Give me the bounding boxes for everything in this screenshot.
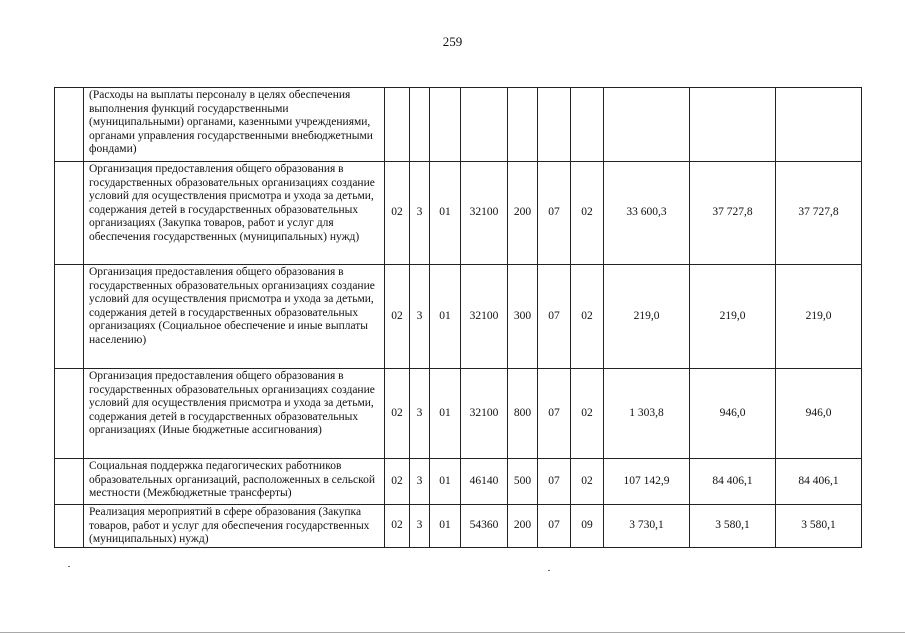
code-cell: 3 (410, 369, 430, 459)
amount-cell: 1 303,8 (604, 369, 690, 459)
code-cell: 07 (538, 369, 571, 459)
code-cell (410, 88, 430, 162)
amount-cell: 3 580,1 (690, 505, 776, 548)
amount-cell: 37 727,8 (690, 162, 776, 265)
code-cell: 3 (410, 265, 430, 369)
table-row (55, 265, 862, 369)
table-row (55, 88, 862, 162)
amount-cell: 33 600,3 (604, 162, 690, 265)
code-cell: 01 (430, 265, 461, 369)
table-row (55, 505, 862, 548)
blank-cell (55, 265, 84, 369)
code-cell: 02 (385, 505, 410, 548)
code-cell: 200 (508, 505, 538, 548)
amount-cell: 3 730,1 (604, 505, 690, 548)
row-description: Социальная поддержка педагогических работников образовательных организаций, расположенных в сельской местности (Межбюджетные трансферты) (84, 459, 385, 505)
code-cell: 02 (571, 459, 604, 505)
code-cell: 32100 (461, 369, 508, 459)
code-cell: 07 (538, 162, 571, 265)
code-cell: 02 (571, 265, 604, 369)
amount-cell: 946,0 (690, 369, 776, 459)
blank-cell (55, 505, 84, 548)
amount-cell: 107 142,9 (604, 459, 690, 505)
amount-cell: 84 406,1 (776, 459, 862, 505)
row-description: (Расходы на выплаты персоналу в целях обеспечения выполнения функций государственными (муниципальными) органами, казенными учреждениями, органами управления государственными внебюджетными фондами) (84, 88, 385, 162)
amount-cell: 84 406,1 (690, 459, 776, 505)
page-edge (0, 632, 905, 633)
code-cell (571, 88, 604, 162)
budget-table (54, 87, 862, 548)
code-cell: 01 (430, 369, 461, 459)
code-cell: 3 (410, 162, 430, 265)
code-cell: 02 (385, 369, 410, 459)
amount-cell: 219,0 (604, 265, 690, 369)
amount-cell (690, 88, 776, 162)
row-description: Организация предоставления общего образования в государственных образовательных организациях создание условий для осуществления присмотра и ухода за детьми, содержания детей в государственных образовательных организациях (Иные бюджетные ассигнования) (84, 369, 385, 459)
code-cell (538, 88, 571, 162)
amount-cell: 946,0 (776, 369, 862, 459)
amount-cell: 219,0 (776, 265, 862, 369)
code-cell: 07 (538, 459, 571, 505)
row-description: Организация предоставления общего образования в государственных образовательных организациях создание условий для осуществления присмотра и ухода за детьми, содержания детей в государственных образовательных организациях (Закупка товаров, работ и услуг для обеспечения государственных (муниципальных) нужд) (84, 162, 385, 265)
code-cell: 46140 (461, 459, 508, 505)
blank-cell (55, 88, 84, 162)
code-cell: 09 (571, 505, 604, 548)
amount-cell: 219,0 (690, 265, 776, 369)
table-row (55, 162, 862, 265)
table-row (55, 369, 862, 459)
code-cell: 02 (385, 265, 410, 369)
code-cell: 01 (430, 505, 461, 548)
code-cell: 200 (508, 162, 538, 265)
code-cell (385, 88, 410, 162)
code-cell: 02 (385, 459, 410, 505)
code-cell: 54360 (461, 505, 508, 548)
code-cell: 02 (571, 162, 604, 265)
blank-cell (55, 162, 84, 265)
code-cell (461, 88, 508, 162)
blank-cell (55, 369, 84, 459)
scan-speck (548, 570, 550, 571)
code-cell: 01 (430, 162, 461, 265)
row-description: Организация предоставления общего образования в государственных образовательных организациях создание условий для осуществления присмотра и ухода за детьми, содержания детей в государственных образовательных организациях (Социальное обеспечение и иные выплаты населению) (84, 265, 385, 369)
code-cell: 02 (571, 369, 604, 459)
amount-cell (776, 88, 862, 162)
amount-cell: 37 727,8 (776, 162, 862, 265)
code-cell (430, 88, 461, 162)
amount-cell (604, 88, 690, 162)
code-cell: 07 (538, 265, 571, 369)
code-cell: 3 (410, 505, 430, 548)
code-cell: 32100 (461, 162, 508, 265)
row-description: Реализация мероприятий в сфере образования (Закупка товаров, работ и услуг для обеспечения государственных (муниципальных) нужд) (84, 505, 385, 548)
code-cell (508, 88, 538, 162)
code-cell: 07 (538, 505, 571, 548)
code-cell: 800 (508, 369, 538, 459)
code-cell: 300 (508, 265, 538, 369)
scan-speck (68, 566, 70, 567)
code-cell: 01 (430, 459, 461, 505)
code-cell: 3 (410, 459, 430, 505)
page-number: 259 (442, 34, 463, 49)
table-row (55, 459, 862, 505)
code-cell: 32100 (461, 265, 508, 369)
amount-cell: 3 580,1 (776, 505, 862, 548)
code-cell: 02 (385, 162, 410, 265)
blank-cell (55, 459, 84, 505)
code-cell: 500 (508, 459, 538, 505)
